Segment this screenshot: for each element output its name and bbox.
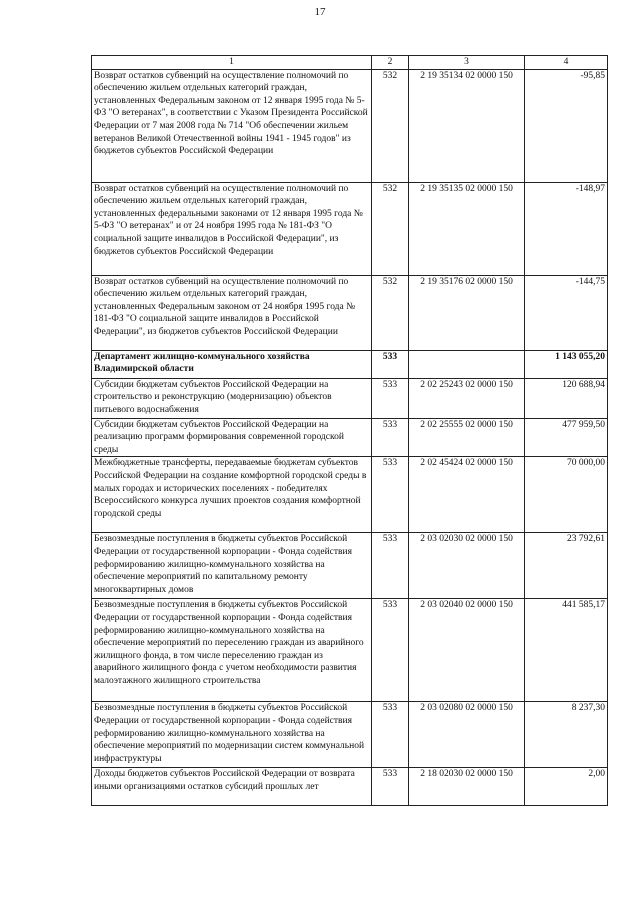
- row-amount: 70 000,00: [525, 457, 608, 533]
- row-amount: 441 585,17: [525, 599, 608, 702]
- row-amount: 8 237,30: [525, 702, 608, 768]
- row-description: Возврат остатков субвенций на осуществление полномочий по обеспечению жильем отдельных категорий граждан, установленных Федеральным законом от 12 января 1995 года № 5-ФЗ "О ветеранах", в соответствии с Указом Президента Российской Федерации от 7 мая 2008 года № 714 "Об обеспечении жильем ветеранов Великой Отечественной войны 1941 - 1945 годов" из бюджетов субъектов Российской Федерации: [92, 69, 372, 182]
- header-cell: 3: [409, 56, 525, 70]
- row-description: Субсидии бюджетам субъектов Российской Федерации на строительство и реконструкцию (модернизацию) объектов питьевого водоснабжения: [92, 378, 372, 418]
- row-description: Безвозмездные поступления в бюджеты субъектов Российской Федерации от государственной корпорации - Фонда содействия реформированию жилищно-коммунального хозяйства на обеспечение мероприятий по капитальному ремонту многоквартирных домов: [92, 533, 372, 599]
- table-row-department: [92, 350, 608, 378]
- table-row: [92, 378, 608, 418]
- table-row: [92, 275, 608, 350]
- row-budget-code: 2 19 35176 02 0000 150: [409, 275, 525, 350]
- table-row: [92, 418, 608, 457]
- page-number: 17: [314, 6, 326, 18]
- row-description: Безвозмездные поступления в бюджеты субъектов Российской Федерации от государственной корпорации - Фонда содействия реформированию жилищно-коммунального хозяйства на обеспечение мероприятий по модернизации систем коммунальной инфраструктуры: [92, 702, 372, 768]
- row-admin-code: 533: [372, 378, 409, 418]
- row-budget-code: 2 02 45424 02 0000 150: [409, 457, 525, 533]
- table-row: [92, 69, 608, 182]
- row-amount: 1 143 055,20: [525, 350, 608, 378]
- row-admin-code: 533: [372, 702, 409, 768]
- row-budget-code: [409, 350, 525, 378]
- budget-table: [91, 55, 608, 806]
- row-budget-code: 2 19 35134 02 0000 150: [409, 69, 525, 182]
- header-cell: 1: [92, 56, 372, 70]
- row-admin-code: 533: [372, 418, 409, 457]
- header-cell: 2: [372, 56, 409, 70]
- row-budget-code: 2 03 02030 02 0000 150: [409, 533, 525, 599]
- table-row: [92, 457, 608, 533]
- row-admin-code: 533: [372, 768, 409, 806]
- row-budget-code: 2 03 02040 02 0000 150: [409, 599, 525, 702]
- row-budget-code: 2 02 25243 02 0000 150: [409, 378, 525, 418]
- row-amount: -148,97: [525, 182, 608, 275]
- table-header-row: [92, 56, 608, 70]
- row-budget-code: 2 18 02030 02 0000 150: [409, 768, 525, 806]
- table-row: [92, 599, 608, 702]
- row-admin-code: 533: [372, 350, 409, 378]
- table-row: [92, 533, 608, 599]
- row-amount: 120 688,94: [525, 378, 608, 418]
- row-description: Субсидии бюджетам субъектов Российской Федерации на реализацию программ формирования современной городской среды: [92, 418, 372, 457]
- row-admin-code: 532: [372, 69, 409, 182]
- row-amount: 477 959,50: [525, 418, 608, 457]
- row-admin-code: 532: [372, 275, 409, 350]
- row-admin-code: 533: [372, 599, 409, 702]
- header-cell: 4: [525, 56, 608, 70]
- row-description: Возврат остатков субвенций на осуществление полномочий по обеспечению жильем отдельных категорий граждан, установленных федеральными законами от 12 января 1995 года № 5-ФЗ "О ветеранах" и от 24 ноября 1995 года № 181-ФЗ "О социальной защите инвалидов в Российской Федерации", из бюджетов субъектов Российской Федерации: [92, 182, 372, 275]
- row-amount: 2,00: [525, 768, 608, 806]
- row-amount: 23 792,61: [525, 533, 608, 599]
- row-budget-code: 2 02 25555 02 0000 150: [409, 418, 525, 457]
- row-budget-code: 2 19 35135 02 0000 150: [409, 182, 525, 275]
- row-description: Доходы бюджетов субъектов Российской Федерации от возврата иными организациями остатков субсидий прошлых лет: [92, 768, 372, 806]
- row-amount: -144,75: [525, 275, 608, 350]
- row-description: Возврат остатков субвенций на осуществление полномочий по обеспечению жильем отдельных категорий граждан, установленных Федеральным законом от 24 ноября 1995 года № 181-ФЗ "О социальной защите инвалидов в Российской Федерации", из бюджетов субъектов Российской Федерации: [92, 275, 372, 350]
- table-row: [92, 702, 608, 768]
- row-description: Департамент жилищно-коммунального хозяйства Владимирской области: [92, 350, 372, 378]
- table-row: [92, 768, 608, 806]
- table-row: [92, 182, 608, 275]
- row-admin-code: 532: [372, 182, 409, 275]
- row-amount: -95,85: [525, 69, 608, 182]
- row-admin-code: 533: [372, 457, 409, 533]
- row-description: Безвозмездные поступления в бюджеты субъектов Российской Федерации от государственной корпорации - Фонда содействия реформированию жилищно-коммунального хозяйства на обеспечение мероприятий по переселению граждан из аварийного жилищного фонда, в том числе переселению граждан из аварийного жилищного фонда с учетом необходимости развития малоэтажного жилищного строительства: [92, 599, 372, 702]
- row-admin-code: 533: [372, 533, 409, 599]
- row-budget-code: 2 03 02080 02 0000 150: [409, 702, 525, 768]
- row-description: Межбюджетные трансферты, передаваемые бюджетам субъектов Российской Федерации на создание комфортной городской среды в малых городах и исторических поселениях - победителях Всероссийского конкурса лучших проектов создания комфортной городской среды: [92, 457, 372, 533]
